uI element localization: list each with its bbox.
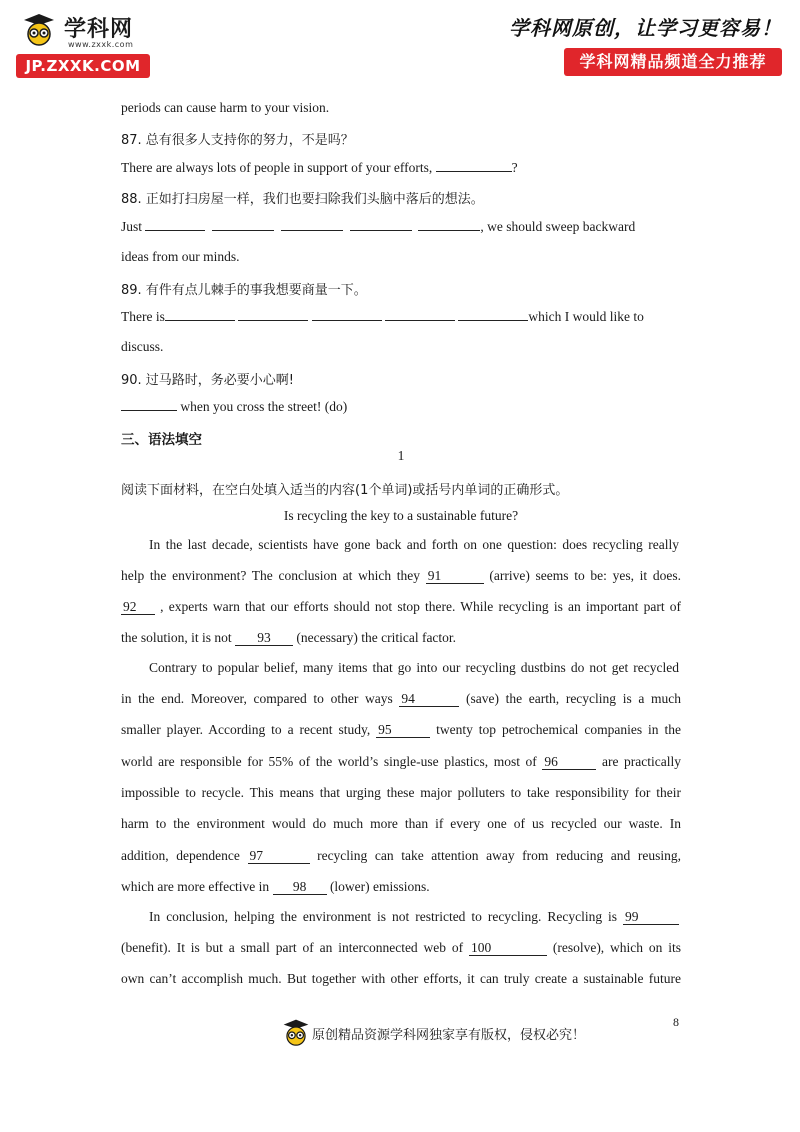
passage-line [121,722,681,738]
answer-blank[interactable] [418,218,480,231]
blank-96[interactable]: 96 [542,755,596,770]
question-87-answer [121,159,518,176]
logo-badge: JP.ZXXK.COM [16,54,150,78]
passage-line [149,909,679,925]
answer-blank[interactable] [121,398,177,411]
text-span: are practically [596,754,681,769]
text-span: which I would like to [528,309,644,324]
question-90-prompt: 90. 过马路时，务必要小心啊! [121,373,295,388]
text-span: (necessary) the critical factor. [293,630,457,645]
passage-line [121,879,430,895]
passage-title: Is recycling the key to a sustainable future? [283,508,519,523]
passage-line: In the last decade, scientists have gone back and forth on one question: does recycling really [149,537,679,552]
page-footer [0,1012,800,1052]
owl-mascot-icon [22,12,56,46]
answer-blank[interactable] [145,218,205,231]
logo-title: 学科网 [64,17,134,42]
zxxk-logo[interactable] [16,10,156,80]
passage-line [121,568,681,584]
passage-line: harm to the environment would do much more than if every one of us recycled our waste. In [121,816,681,831]
text-span: , experts warn that our efforts should not stop there. While recycling is an important part of [155,599,681,614]
question-89-prompt: 89. 有件有点儿棘手的事我想要商量一下。 [121,283,367,298]
passage-line [121,630,456,646]
blank-93[interactable]: 93 [235,631,293,646]
question-87-prompt: 87. 总有很多人支持你的努力，不是吗？ [121,133,354,148]
text-span: recycling can take attention away from reducing and reusing, [309,848,681,863]
text-span: (arrive) seems to be: yes, it does. [483,568,681,583]
page-header [0,0,800,90]
text-span: , we should sweep backward [480,219,636,234]
text-span: twenty top petrochemical companies in the [430,722,681,737]
question-88-prompt: 88. 正如打扫房屋一样，我们也要扫除我们头脑中落后的想法。 [121,192,484,207]
text-span: when you cross the street! (do) [177,399,348,414]
text-span: world are responsible for 55% of the world’s single-use plastics, most of [121,754,543,769]
passage-line [121,691,681,707]
text-span: in the end. Moreover, compared to other ways [121,691,400,706]
text-line: discuss. [121,339,164,354]
blank-94[interactable]: 94 [399,692,459,707]
section-number: 1 [397,448,405,463]
passage-line: impossible to recycle. This means that urging these major polluters to take responsibility for their [121,785,681,800]
text-span: In conclusion, helping the environment is not restricted to recycling. Recycling is [149,909,623,924]
answer-blank[interactable] [281,218,343,231]
page-number: 8 [673,1015,679,1029]
text-line: periods can cause harm to your vision. [121,100,330,115]
logo-url: www.zxxk.com [68,40,134,49]
recommend-banner: 学科网精品频道全力推荐 [564,48,782,76]
blank-92[interactable]: 92 [121,600,155,615]
passage-line [121,940,681,956]
copyright-notice: 原创精品资源学科网独家享有版权，侵权必究！ [312,1028,586,1043]
passage-line: own can’t accomplish much. But together with other efforts, it can truly create a sustainable future [121,971,681,986]
text-span: which are more effective in [121,879,273,894]
blank-100[interactable]: 100 [469,941,547,956]
section-title: 三、语法填空 [121,432,202,448]
answer-blank[interactable] [312,308,382,321]
passage-line [121,599,681,615]
answer-blank[interactable] [238,308,308,321]
blank-95[interactable]: 95 [376,723,430,738]
answer-blank[interactable] [458,308,528,321]
answer-blank[interactable] [436,159,512,172]
owl-mascot-icon [282,1018,310,1046]
text-span: the solution, it is not [121,630,236,645]
text-span: There is [121,309,165,324]
answer-blank[interactable] [385,308,455,321]
text-span: Just [121,219,146,234]
text-span: There are always lots of people in support of your efforts, [121,160,436,175]
section-instruction: 阅读下面材料，在空白处填入适当的内容(1个单词)或括号内单词的正确形式。 [121,483,569,498]
passage-line [121,754,681,770]
answer-blank[interactable] [212,218,274,231]
answer-blank[interactable] [165,308,235,321]
question-89-answer [121,308,644,325]
text-span: (lower) emissions. [326,879,430,894]
text-line: ideas from our minds. [121,249,240,264]
blank-98[interactable]: 98 [273,880,327,895]
question-88-answer [121,218,635,235]
text-span: (benefit). It is but a small part of an interconnected web of [121,940,469,955]
text-span: (resolve), which on its [546,940,681,955]
text-span: (save) the earth, recycling is a much [459,691,681,706]
passage-line: Contrary to popular belief, many items that go into our recycling dustbins do not get recycled [149,660,679,675]
blank-97[interactable]: 97 [248,849,310,864]
text-span: ? [511,160,518,175]
text-span: smaller player. According to a recent study, [121,722,377,737]
blank-99[interactable]: 99 [623,910,679,925]
text-span: addition, dependence [121,848,248,863]
answer-blank[interactable] [350,218,412,231]
passage-line [121,848,681,864]
header-slogan: 学科网原创，让学习更容易！ [509,16,782,40]
question-90-answer [121,398,347,415]
blank-91[interactable]: 91 [426,569,484,584]
text-span: help the environment? The conclusion at which they [121,568,426,583]
